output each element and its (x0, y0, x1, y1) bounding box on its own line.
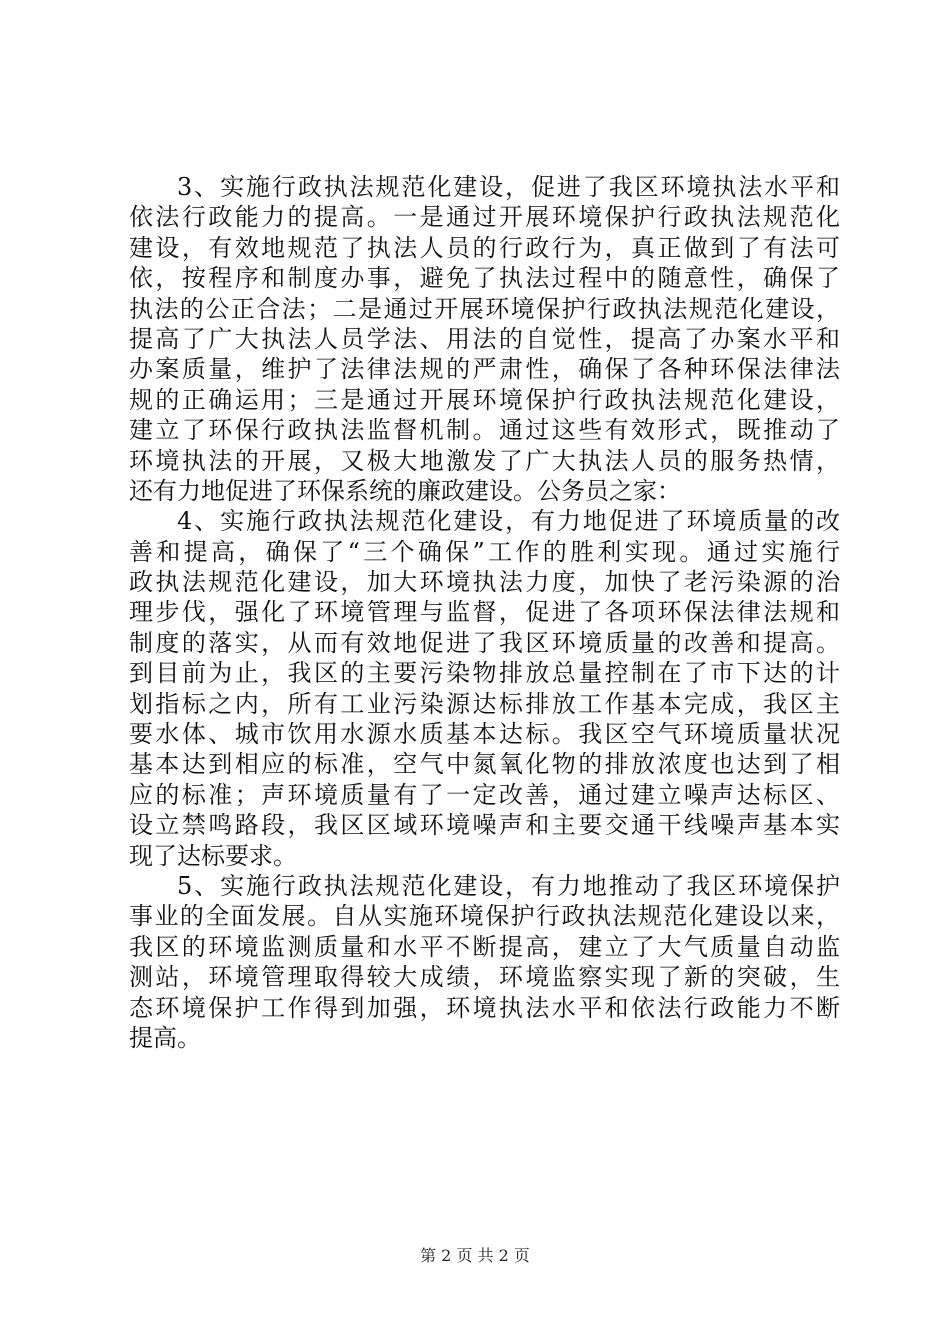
document-body (129, 172, 840, 1053)
paragraph-4-line-7: 划指标之内，所有工业污染源达标排放工作基本完成，我区主 (129, 689, 840, 718)
paragraph-4-line-10: 应的标准；声环境质量有了一定改善，通过建立噪声达标区、 (129, 780, 840, 809)
paragraph-5-line-2: 事业的全面发展。自从实施环境保护行政执法规范化建设以来， (129, 902, 840, 931)
paragraph-5-line-1: 5、实施行政执法规范化建设，有力地推动了我区环境保护 (177, 871, 840, 900)
paragraph-5-line-4: 测站，环境管理取得较大成绩，环境监察实现了新的突破，生 (129, 963, 840, 992)
paragraph-4-line-6: 到目前为止，我区的主要污染物排放总量控制在了市下达的计 (129, 659, 840, 688)
paragraph-5-line-6: 提高。 (129, 1023, 201, 1052)
paragraph-3-line-6: 提高了广大执法人员学法、用法的自觉性，提高了办案水平和 (129, 324, 840, 353)
paragraph-4-line-2: 善和提高，确保了“三个确保”工作的胜利实现。通过实施行 (129, 537, 840, 566)
paragraph-3-line-10: 环境执法的开展，又极大地激发了广大执法人员的服务热情， (129, 446, 840, 475)
paragraph-3-line-9: 建立了环保行政执法监督机制。通过这些有效形式，既推动了 (129, 416, 840, 445)
paragraph-5-line-5: 态环境保护工作得到加强，环境执法水平和依法行政能力不断 (129, 993, 840, 1022)
paragraph-4-line-11: 设立禁鸣路段，我区区域环境噪声和主要交通干线噪声基本实 (129, 811, 840, 840)
paragraph-4-line-9: 基本达到相应的标准，空气中氮氧化物的排放浓度也达到了相 (129, 750, 840, 779)
paragraph-4-line-3: 政执法规范化建设，加大环境执法力度，加快了老污染源的治 (129, 568, 840, 597)
paragraph-4-line-5: 制度的落实，从而有效地促进了我区环境质量的改善和提高。 (129, 628, 840, 657)
paragraph-3-line-7: 办案质量，维护了法律法规的严肃性，确保了各种环保法律法 (129, 355, 840, 384)
page-number-footer: 第 2 页 共 2 页 (420, 1246, 530, 1265)
paragraph-4-line-4: 理步伐，强化了环境管理与监督，促进了各项环保法律法规和 (129, 598, 840, 627)
paragraph-3-line-1: 3、实施行政执法规范化建设，促进了我区环境执法水平和 (177, 173, 840, 201)
paragraph-3-line-2: 依法行政能力的提高。一是通过开展环境保护行政执法规范化 (129, 203, 840, 232)
paragraph-4-line-12: 现了达标要求。 (129, 841, 297, 870)
paragraph-3-line-3: 建设，有效地规范了执法人员的行政行为，真正做到了有法可 (129, 233, 840, 262)
paragraph-5-line-3: 我区的环境监测质量和水平不断提高，建立了大气质量自动监 (129, 932, 840, 961)
paragraph-3-line-5: 执法的公正合法；二是通过开展环境保护行政执法规范化建设， (129, 294, 840, 323)
paragraph-3-line-11: 还有力地促进了环保系统的廉政建设。公务员之家： (129, 476, 681, 505)
paragraph-4-line-8: 要水体、城市饮用水源水质基本达标。我区空气环境质量状况 (129, 720, 840, 749)
paragraph-3-line-4: 依，按程序和制度办事，避免了执法过程中的随意性，确保了 (129, 264, 840, 293)
paragraph-3-line-8: 规的正确运用；三是通过开展环境保护行政执法规范化建设， (129, 385, 840, 414)
paragraph-4-line-1: 4、实施行政执法规范化建设，有力地促进了环境质量的改 (177, 507, 840, 536)
